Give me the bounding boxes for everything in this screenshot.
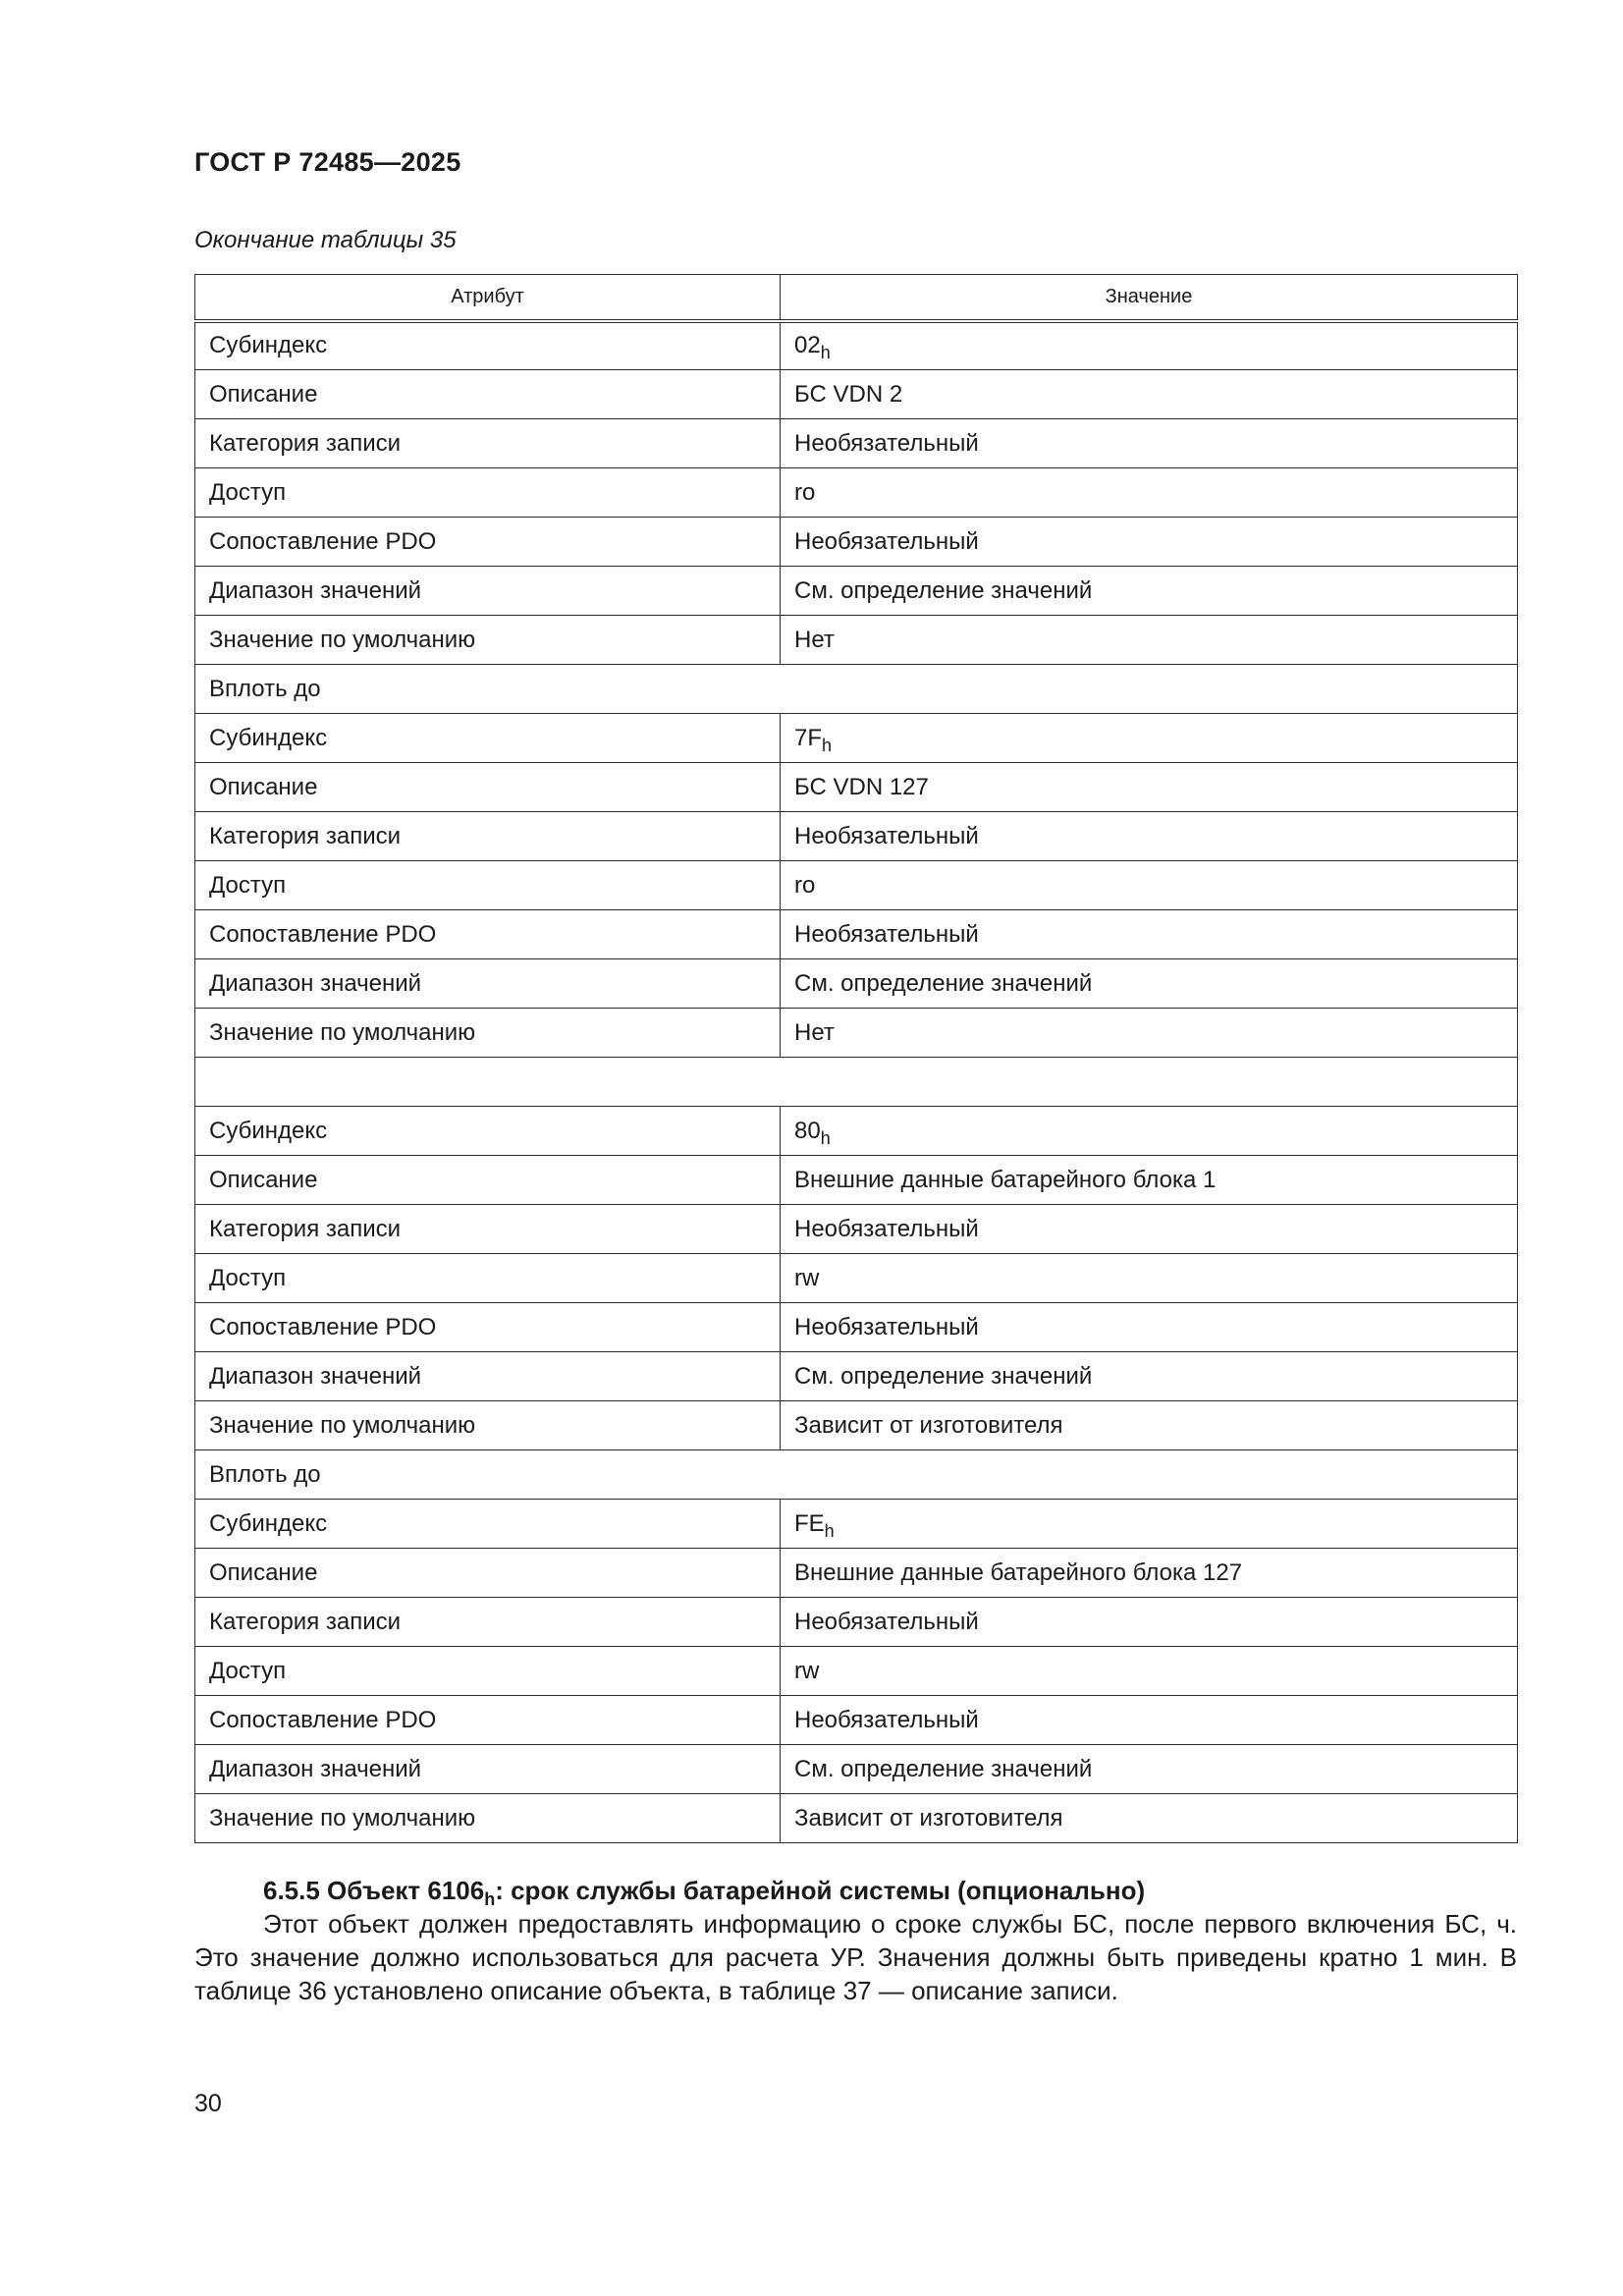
table-row [195, 419, 1518, 468]
value-cell [781, 321, 1518, 370]
table-row [195, 959, 1518, 1009]
value-cell [781, 616, 1518, 665]
value-text: См. определение значений [794, 1755, 1093, 1782]
attribute-cell: Доступ [195, 1254, 781, 1303]
section-heading-subscript: h [484, 1889, 496, 1909]
value-text: Необязательный [794, 1313, 979, 1340]
column-header-attribute: Атрибут [195, 275, 781, 321]
attribute-cell: Категория записи [195, 1598, 781, 1647]
value-cell [781, 1205, 1518, 1254]
hex-subscript: h [820, 343, 831, 363]
attribute-cell: Субиндекс [195, 1500, 781, 1549]
value-text: Зависит от изготовителя [794, 1411, 1063, 1439]
table-row [195, 1647, 1518, 1696]
value-cell [781, 518, 1518, 567]
table-row [195, 1107, 1518, 1156]
table-body [195, 321, 1518, 1843]
attribute-table [194, 274, 1518, 1843]
table-row [195, 1500, 1518, 1549]
document-header: ГОСТ Р 72485—2025 [194, 147, 461, 177]
value-text: Необязательный [794, 1608, 979, 1635]
section-6-5-5 [194, 1874, 1517, 2007]
attribute-cell: Сопоставление PDO [195, 1303, 781, 1352]
table-row [195, 1156, 1518, 1205]
table-row [195, 1352, 1518, 1401]
section-paragraph: Этот объект должен предоставлять информацию о сроке службы БС, после первого включения БС, ч. Это значение должно использоваться для расчета УР. Значения должны быть приведены кратно 1 мин. В таблице 36 установлено описание объекта, в таблице 37 — описание записи. [194, 1909, 1517, 2005]
attribute-cell: Описание [195, 1549, 781, 1598]
value-text: rw [794, 1264, 820, 1291]
value-cell [781, 1794, 1518, 1843]
table-row [195, 910, 1518, 959]
table-row [195, 1205, 1518, 1254]
attribute-cell: Диапазон значений [195, 959, 781, 1009]
value-text: Необязательный [794, 1706, 979, 1733]
value-cell [781, 861, 1518, 910]
value-text: БС VDN 127 [794, 773, 929, 800]
value-text: rw [794, 1657, 820, 1684]
value-cell [781, 763, 1518, 812]
attribute-cell: Значение по умолчанию [195, 616, 781, 665]
value-text: Внешние данные батарейного блока 127 [794, 1558, 1243, 1586]
attribute-cell: Описание [195, 763, 781, 812]
table-row [195, 763, 1518, 812]
table-span-cell: Вплоть до [195, 665, 1518, 714]
value-cell [781, 1254, 1518, 1303]
attribute-cell: Субиндекс [195, 321, 781, 370]
value-text: БС VDN 2 [794, 380, 903, 408]
table-row [195, 616, 1518, 665]
value-cell [781, 1156, 1518, 1205]
value-cell [781, 714, 1518, 763]
attribute-cell: Описание [195, 1156, 781, 1205]
table-row [195, 861, 1518, 910]
value-cell [781, 1107, 1518, 1156]
value-cell [781, 1598, 1518, 1647]
value-text: ro [794, 871, 816, 899]
value-text: См. определение значений [794, 1362, 1093, 1390]
attribute-cell: Значение по умолчанию [195, 1401, 781, 1450]
value-cell [781, 1696, 1518, 1745]
table-span-cell: Вплоть до [195, 1450, 1518, 1500]
value-text: 7F [794, 724, 823, 751]
attribute-cell: Категория записи [195, 1205, 781, 1254]
value-cell [781, 910, 1518, 959]
value-text: 02 [794, 332, 821, 359]
page-number: 30 [194, 2090, 222, 2117]
section-heading-number-title: 6.5.5 Объект 6106 [263, 1876, 485, 1905]
table-row [195, 1794, 1518, 1843]
attribute-cell: Значение по умолчанию [195, 1794, 781, 1843]
value-text: Внешние данные батарейного блока 1 [794, 1166, 1217, 1193]
attribute-cell: Сопоставление PDO [195, 518, 781, 567]
value-cell [781, 567, 1518, 616]
attribute-cell: Диапазон значений [195, 1745, 781, 1794]
attribute-cell: Сопоставление PDO [195, 1696, 781, 1745]
table-row [195, 1401, 1518, 1450]
value-cell [781, 370, 1518, 419]
value-cell [781, 1303, 1518, 1352]
table-row [195, 1303, 1518, 1352]
attribute-cell: Категория записи [195, 419, 781, 468]
value-text: 80 [794, 1117, 821, 1144]
attribute-cell: Субиндекс [195, 714, 781, 763]
table-row [195, 321, 1518, 370]
table-row [195, 665, 1518, 714]
value-cell [781, 1647, 1518, 1696]
section-heading [194, 1874, 1517, 1907]
value-text: Необязательный [794, 429, 979, 457]
attribute-cell: Доступ [195, 1647, 781, 1696]
value-text: Необязательный [794, 527, 979, 555]
value-cell [781, 959, 1518, 1009]
value-cell [781, 1745, 1518, 1794]
value-cell [781, 1500, 1518, 1549]
table-row [195, 468, 1518, 518]
table-row [195, 1450, 1518, 1500]
table-row [195, 1598, 1518, 1647]
attribute-cell: Доступ [195, 861, 781, 910]
hex-subscript: h [822, 735, 833, 755]
value-text: Нет [794, 1018, 835, 1046]
column-header-value: Значение [781, 275, 1518, 321]
table-header-row [195, 275, 1518, 321]
value-text: Необязательный [794, 1215, 979, 1242]
value-cell [781, 1009, 1518, 1058]
value-text: См. определение значений [794, 576, 1093, 604]
value-text: Необязательный [794, 822, 979, 849]
table-span-cell [195, 1058, 1518, 1107]
value-text: Нет [794, 626, 835, 653]
attribute-cell: Описание [195, 370, 781, 419]
value-text: Зависит от изготовителя [794, 1804, 1063, 1831]
value-cell [781, 1401, 1518, 1450]
value-cell [781, 468, 1518, 518]
value-cell [781, 1352, 1518, 1401]
attribute-cell: Категория записи [195, 812, 781, 861]
value-text: Необязательный [794, 920, 979, 948]
attribute-cell: Доступ [195, 468, 781, 518]
table-row [195, 1745, 1518, 1794]
table-row [195, 1696, 1518, 1745]
table-caption: Окончание таблицы 35 [194, 227, 457, 253]
attribute-cell: Сопоставление PDO [195, 910, 781, 959]
value-text: ro [794, 478, 816, 506]
value-cell [781, 419, 1518, 468]
table-row [195, 1549, 1518, 1598]
hex-subscript: h [820, 1127, 831, 1148]
value-cell [781, 1549, 1518, 1598]
value-text: См. определение значений [794, 969, 1093, 997]
table-row [195, 518, 1518, 567]
value-text: FE [794, 1509, 825, 1537]
attribute-cell: Диапазон значений [195, 567, 781, 616]
table-row [195, 714, 1518, 763]
value-cell [781, 812, 1518, 861]
section-heading-title: : срок службы батарейной системы (опционально) [495, 1876, 1146, 1905]
table-row [195, 1254, 1518, 1303]
table-row [195, 812, 1518, 861]
attribute-cell: Субиндекс [195, 1107, 781, 1156]
table-row [195, 567, 1518, 616]
attribute-cell: Значение по умолчанию [195, 1009, 781, 1058]
hex-subscript: h [824, 1520, 835, 1541]
table-row [195, 370, 1518, 419]
table-row [195, 1009, 1518, 1058]
table-row [195, 1058, 1518, 1107]
attribute-cell: Диапазон значений [195, 1352, 781, 1401]
